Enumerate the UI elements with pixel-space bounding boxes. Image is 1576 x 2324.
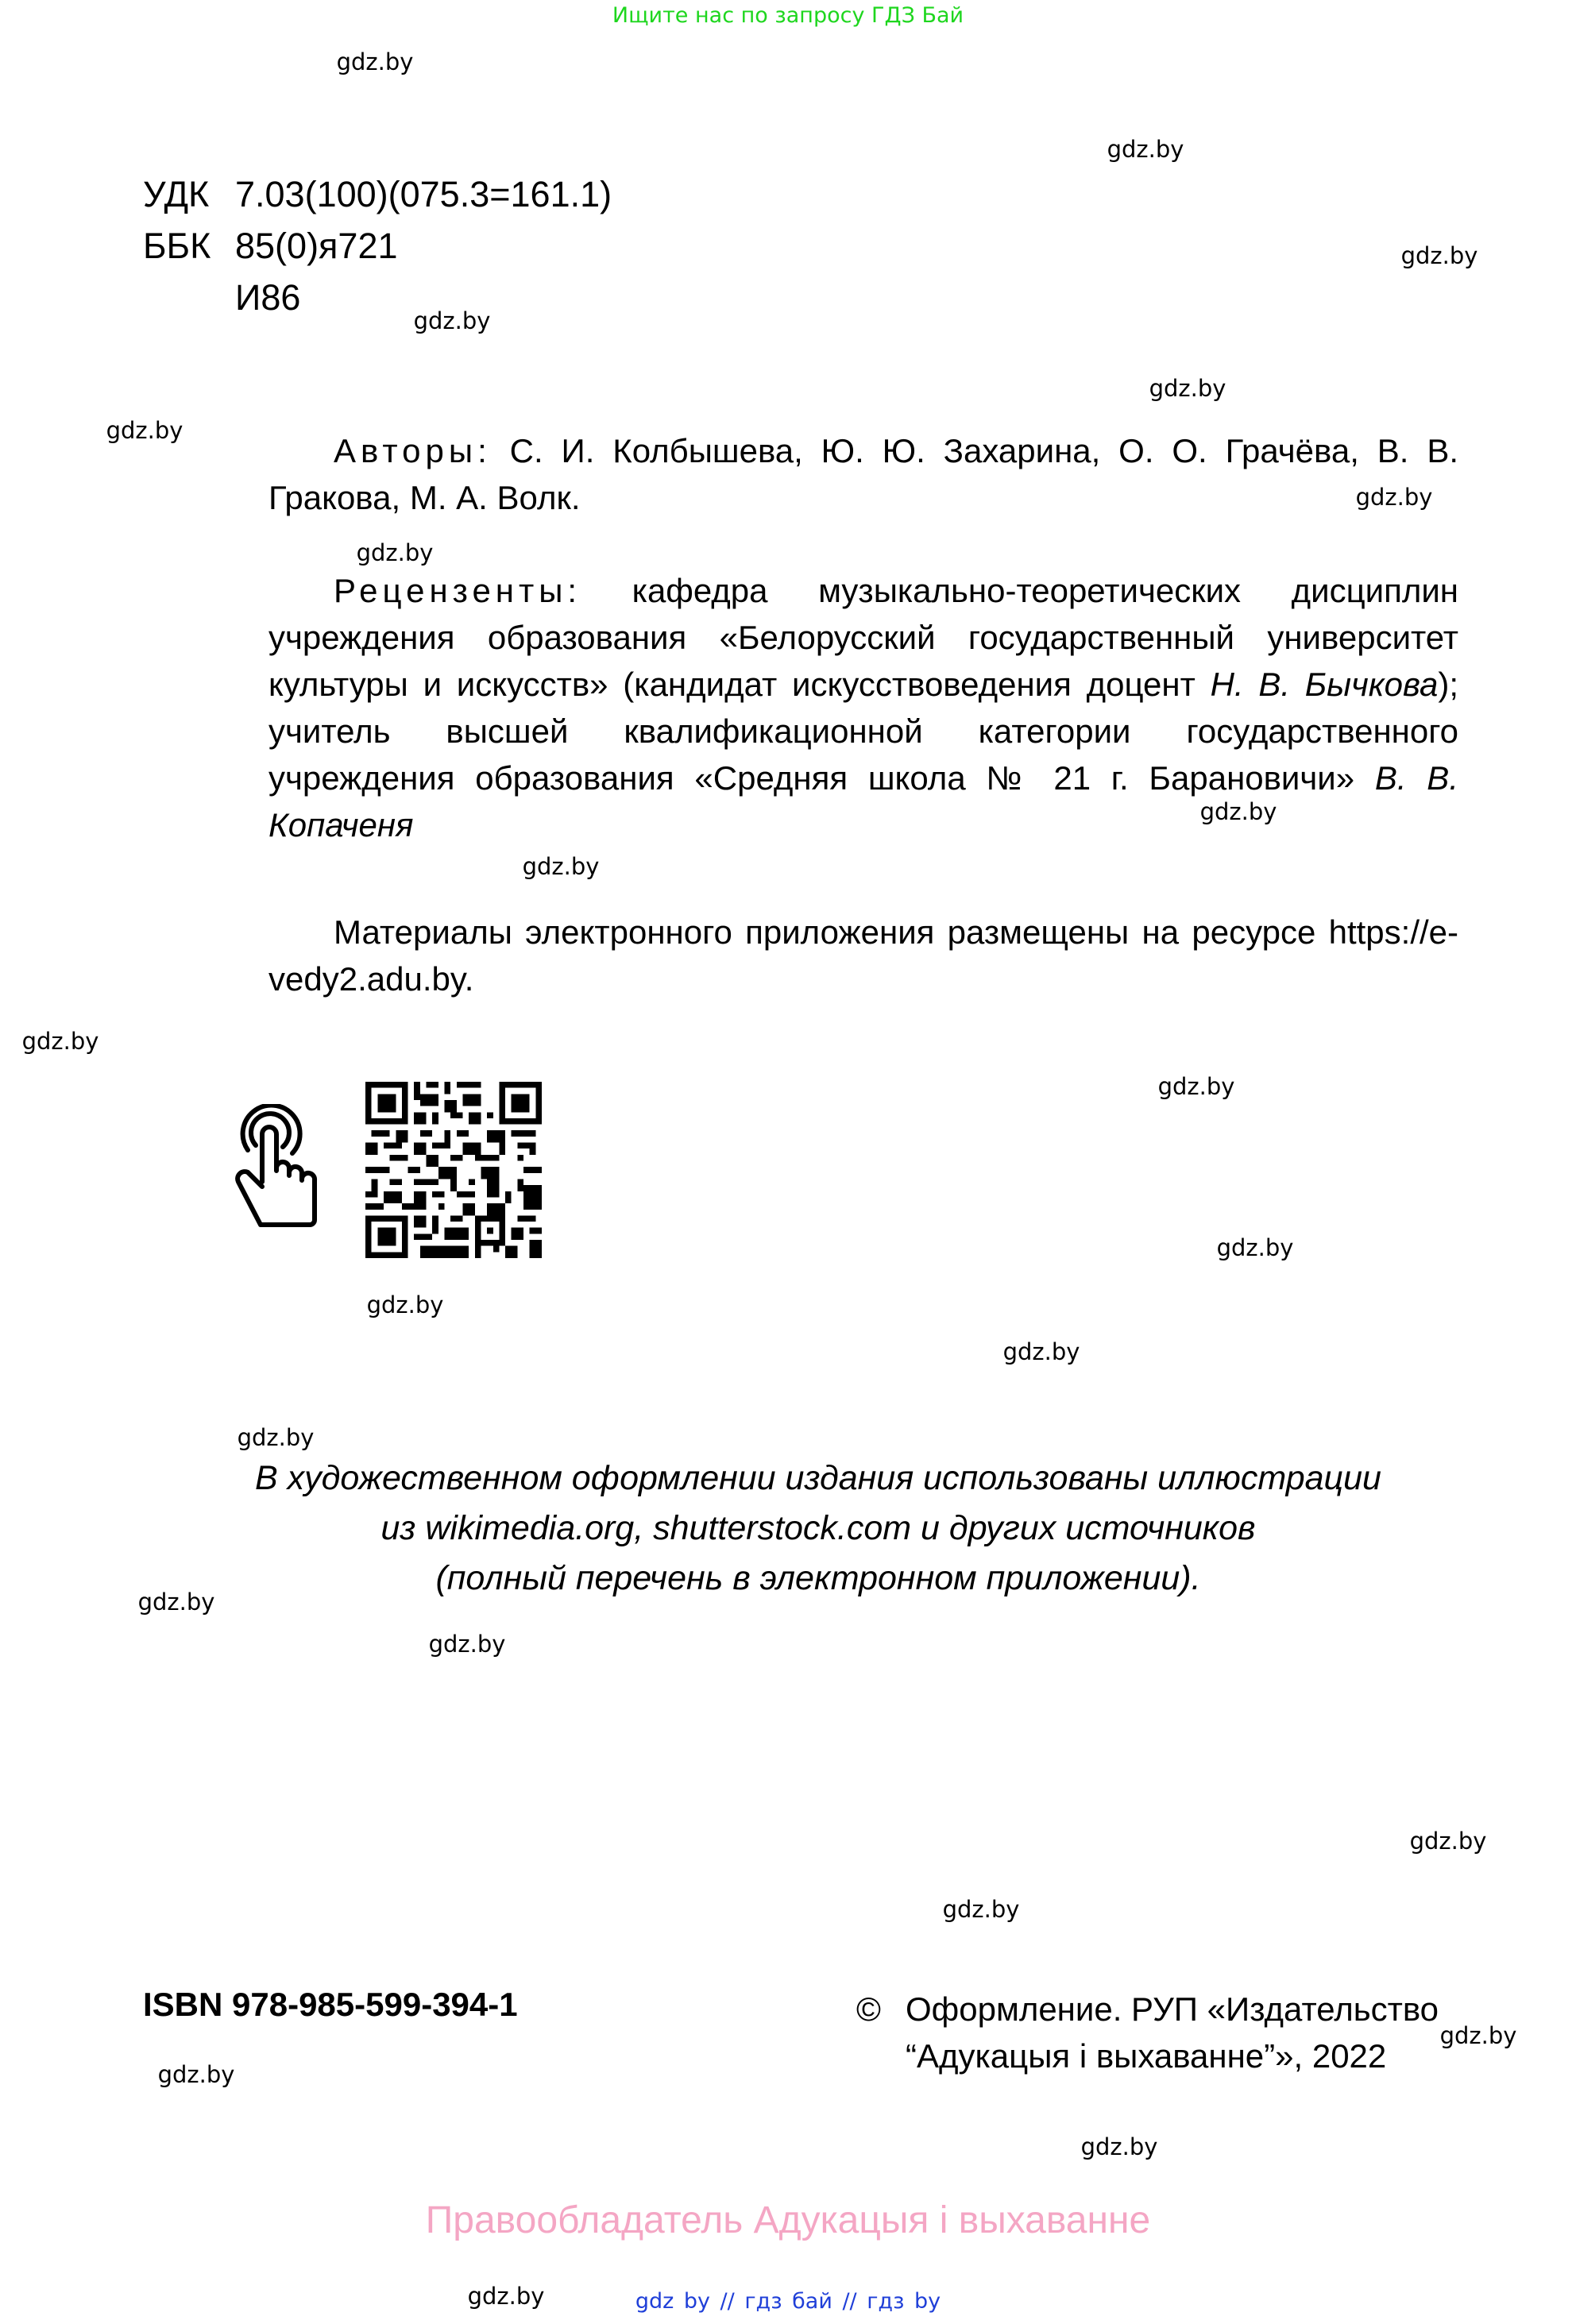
watermark-text: gdz.by bbox=[413, 307, 491, 334]
bbk-value: 85(0)я721 bbox=[235, 226, 398, 266]
rights-holder: Правообладатель Адукацыя і выхаванне bbox=[425, 2199, 1151, 2241]
reviewers-text-1: кафедра музыкально-теоретических дисциплин учреждения образования «Белорусский государственный университет культуры и искусств» (кандидат искусствоведения доцент bbox=[268, 572, 1458, 703]
isbn: ISBN 978-985-599-394-1 bbox=[143, 1986, 518, 2023]
watermark-text: gdz.by bbox=[1080, 2133, 1158, 2160]
authors-paragraph bbox=[268, 427, 1458, 521]
watermark-text: gdz.by bbox=[522, 853, 600, 880]
resource-url[interactable]: https://e-vedy2.adu.by. bbox=[268, 913, 1458, 998]
credits-line-1: В художественном оформлении издания использованы иллюстрации bbox=[255, 1459, 1381, 1497]
qr-code-icon[interactable] bbox=[365, 1082, 542, 1258]
reviewers-text-2: ); учитель высшей квалификационной категории государственного учреждения образования «Средняя школа № 21 г. Барановичи» bbox=[268, 666, 1458, 797]
watermark-text: gdz.by bbox=[237, 1424, 315, 1451]
copyright-icon: © bbox=[856, 1990, 881, 2028]
udk-value: 7.03(100)(075.3=161.1) bbox=[235, 174, 612, 214]
footer-links[interactable]: gdz by // гдз бай // гдз by bbox=[635, 2289, 941, 2314]
watermark-text: gdz.by bbox=[1157, 1073, 1235, 1100]
authors-label: Авторы: bbox=[334, 432, 492, 469]
classification-block bbox=[143, 168, 612, 323]
watermark-text: gdz.by bbox=[1216, 1234, 1294, 1261]
watermark-text: gdz.by bbox=[1409, 1828, 1487, 1855]
watermark-text: gdz.by bbox=[1400, 242, 1478, 269]
copyright-line-2: “Адукацыя і выхаванне”», 2022 bbox=[906, 2037, 1387, 2075]
watermark-text: gdz.by bbox=[942, 1896, 1020, 1923]
resource-paragraph bbox=[268, 909, 1458, 1002]
watermark-text: gdz.by bbox=[1107, 136, 1184, 163]
watermark-text: gdz.by bbox=[106, 417, 183, 444]
author-mark: И86 bbox=[235, 277, 301, 318]
reviewer-name-1: Н. В. Бычкова bbox=[1210, 666, 1439, 703]
watermark-text: gdz.by bbox=[336, 48, 414, 75]
watermark-text: gdz.by bbox=[137, 1589, 215, 1616]
copyright-block bbox=[856, 1986, 1439, 2079]
watermark-text: gdz.by bbox=[1002, 1338, 1080, 1365]
udk-label: УДК bbox=[143, 174, 210, 214]
watermark-text: gdz.by bbox=[1439, 2022, 1517, 2049]
illustration-credits bbox=[143, 1453, 1493, 1604]
credits-line-2: из wikimedia.org, shutterstock.com и других источников bbox=[380, 1509, 1256, 1547]
watermark-text: gdz.by bbox=[1199, 798, 1277, 825]
credits-line-3: (полный перечень в электронном приложении). bbox=[435, 1559, 1201, 1597]
search-banner[interactable]: Ищите нас по запросу ГДЗ Бай bbox=[612, 3, 964, 28]
copyright-line-1: Оформление. РУП «Издательство bbox=[906, 1990, 1439, 2028]
reviewer-name-2: В. В. Копаченя bbox=[268, 759, 1458, 844]
touch-hand-icon bbox=[230, 1104, 318, 1231]
watermark-text: gdz.by bbox=[428, 1631, 506, 1658]
watermark-text: gdz.by bbox=[21, 1028, 99, 1055]
resource-text: Материалы электронного приложения размещены на ресурсе bbox=[334, 913, 1329, 951]
bbk-label: ББК bbox=[143, 226, 211, 266]
reviewers-paragraph bbox=[268, 567, 1458, 848]
watermark-text: gdz.by bbox=[1355, 484, 1433, 511]
watermark-text: gdz.by bbox=[1149, 375, 1226, 402]
watermark-text: gdz.by bbox=[366, 1291, 444, 1318]
watermark-text: gdz.by bbox=[157, 2061, 235, 2088]
reviewers-label: Рецензенты: bbox=[334, 572, 582, 609]
watermark-text: gdz.by bbox=[356, 539, 434, 566]
watermark-text: gdz.by bbox=[467, 2283, 545, 2310]
authors-list: С. И. Колбышева, Ю. Ю. Захарина, О. О. Грачёва, В. В. Гракова, М. А. Волк. bbox=[268, 432, 1458, 516]
